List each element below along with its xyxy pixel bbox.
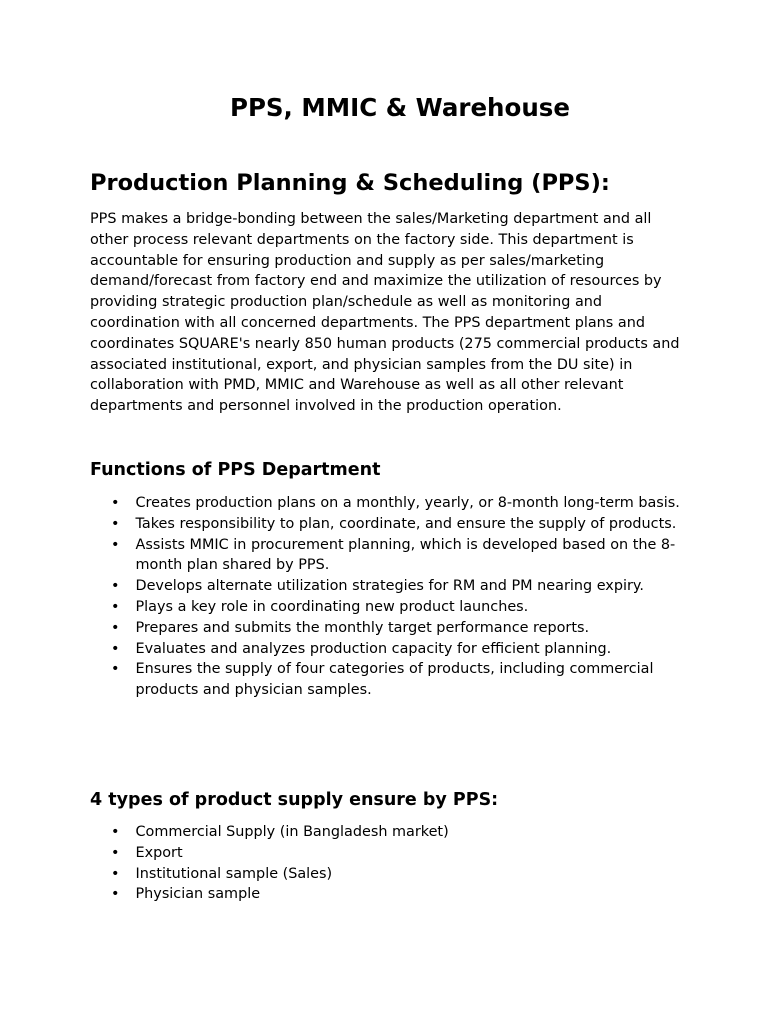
bullet-icon: •: [111, 598, 120, 615]
bullet-icon: •: [111, 844, 120, 861]
list-item-text: Commercial Supply (in Bangladesh market): [135, 824, 449, 840]
section-heading-pps: Production Planning & Scheduling (PPS):: [90, 170, 610, 196]
list-item-text: Prepares and submits the monthly target performance reports.: [135, 619, 590, 636]
bullet-icon: •: [111, 536, 120, 553]
supply-types-list: [90, 822, 690, 905]
list-item-text: Institutional sample (Sales): [135, 865, 333, 882]
bullet-icon: •: [111, 886, 120, 903]
list-item-text: Develops alternate utilization strategies for RM and PM nearing expiry.: [135, 578, 644, 595]
bullet-icon: •: [111, 495, 120, 511]
list-item-text: Assists MMIC in procurement planning, which is developed based on the 8-month plan shared by PPS.: [135, 536, 676, 574]
bullet-icon: •: [111, 640, 120, 657]
bullet-icon: •: [111, 578, 120, 595]
bullet-icon: •: [111, 661, 120, 678]
list-item-text: Takes responsibility to plan, coordinate, and ensure the supply of products.: [135, 515, 677, 532]
list-item: [90, 576, 690, 597]
bullet-icon: •: [111, 865, 120, 882]
bullet-icon: •: [111, 619, 120, 636]
list-item: [90, 535, 690, 577]
supply-types-heading: 4 types of product supply ensure by PPS:: [90, 790, 499, 810]
list-item-text: Plays a key role in coordinating new product launches.: [135, 598, 529, 615]
intro-paragraph: PPS makes a bridge-bonding between the sales/Marketing department and all other process relevant departments on the factory side. This department is accountable for ensuring production and supply as per sales/marketing demand/forecast from factory end and maximize the utilization of resources by providing strategic production plan/schedule as well as monitoring and coordination with all concerned departments. The PPS department plans and coordinates SQUARE's nearly 850 human products (275 commercial products and associated institutional, export, and physician samples from the DU site) in collaboration with PMD, MMIC and Warehouse as well as all other relevant departments and personnel involved in the production operation.: [90, 211, 680, 415]
list-item: [90, 864, 690, 885]
bullet-icon: •: [111, 515, 120, 532]
list-item: [90, 597, 690, 618]
list-item: [90, 843, 690, 864]
list-item-text: Evaluates and analyzes production capacity for efficient planning.: [135, 640, 612, 657]
list-item-text: Creates production plans on a monthly, yearly, or 8-month long-term basis.: [135, 495, 680, 511]
list-item: [90, 639, 690, 660]
list-item: [90, 618, 690, 639]
functions-heading: Functions of PPS Department: [90, 460, 381, 480]
list-item-text: Ensures the supply of four categories of products, including commercial products and physician samples.: [135, 661, 654, 699]
bullet-icon: •: [111, 824, 120, 840]
list-item-text: Export: [135, 844, 183, 861]
document-title: PPS, MMIC & Warehouse: [230, 93, 570, 122]
list-item-text: Physician sample: [135, 886, 261, 903]
list-item: [90, 514, 690, 535]
functions-list: [90, 493, 690, 701]
list-item: [90, 493, 690, 514]
list-item: [90, 659, 690, 701]
list-item: [90, 822, 690, 843]
list-item: [90, 884, 690, 905]
